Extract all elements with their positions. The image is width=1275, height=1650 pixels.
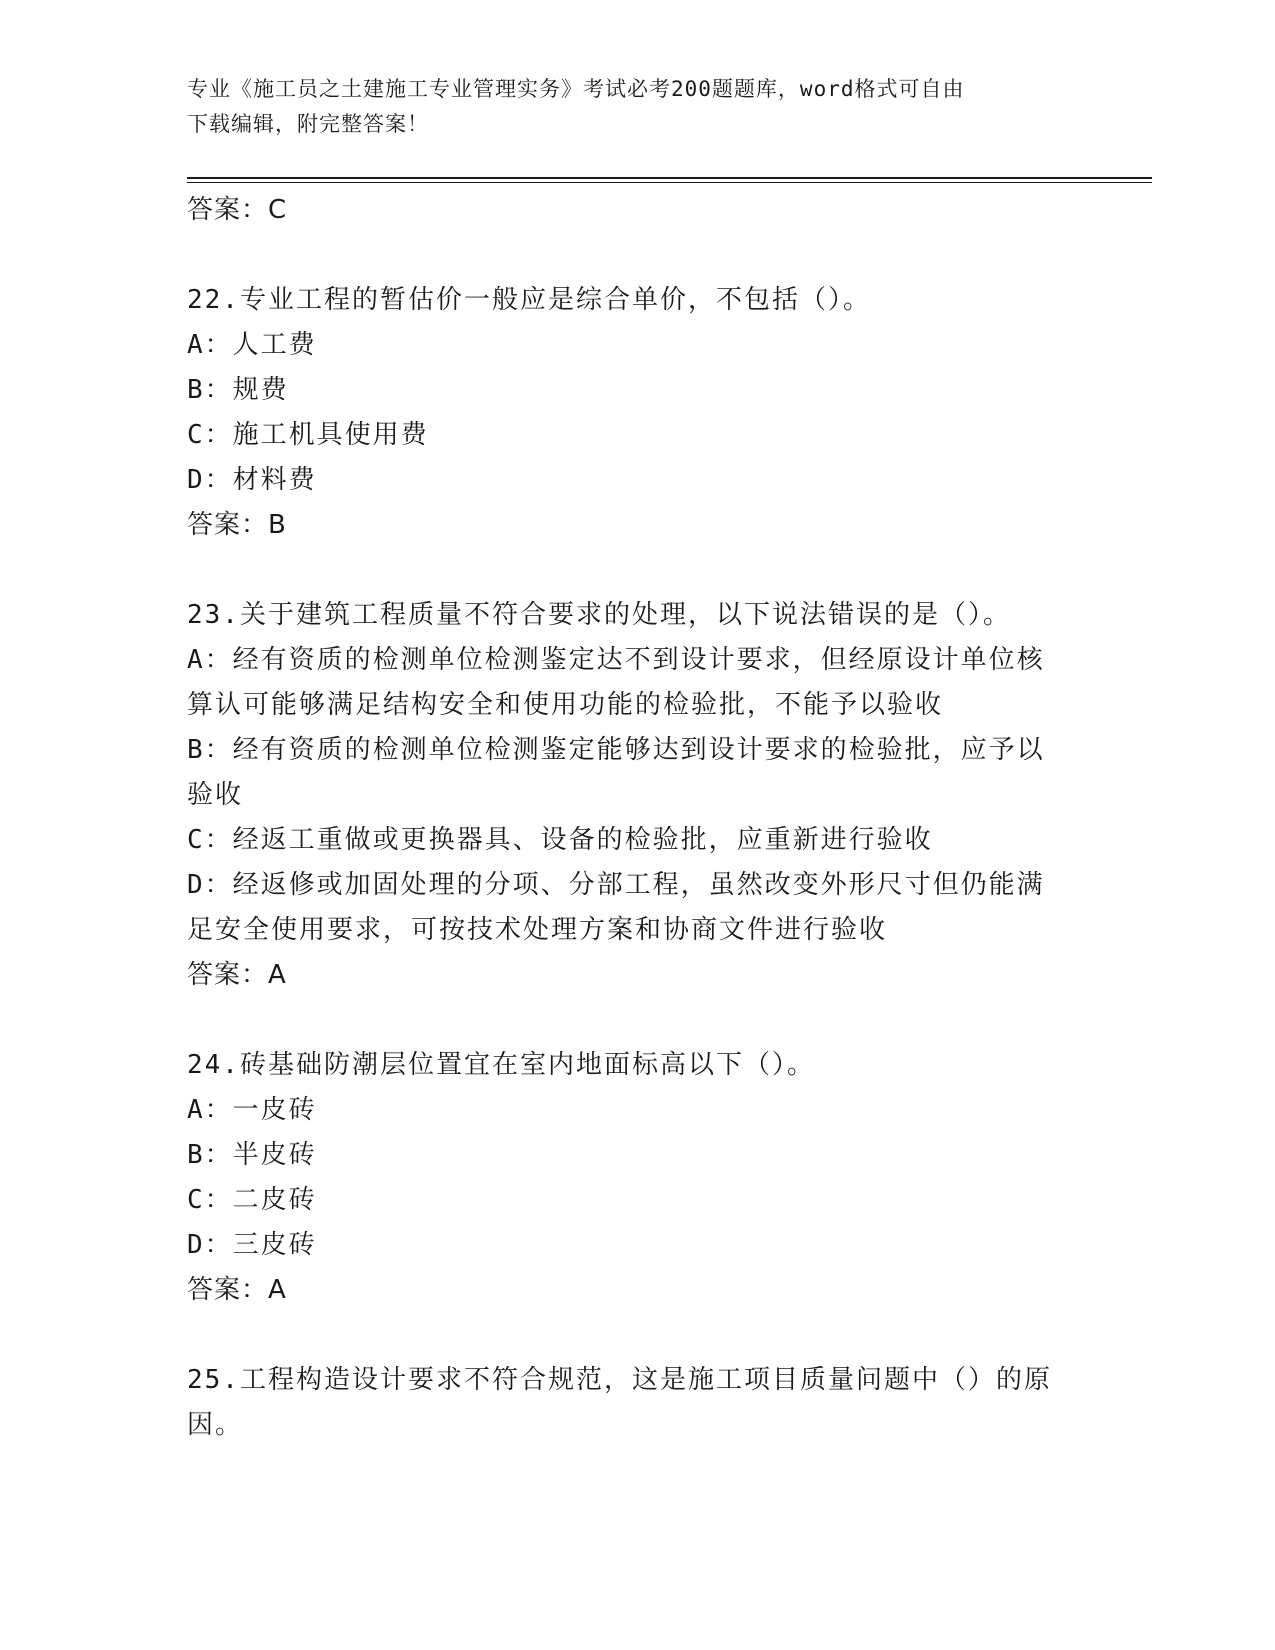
- option-b: B：半皮砖: [187, 1140, 317, 1170]
- question-block: [187, 1043, 1087, 1313]
- option-a: A：经有资质的检测单位检测鉴定达不到设计要求，但经原设计单位核: [187, 645, 1045, 675]
- question-stem: 23.关于建筑工程质量不符合要求的处理，以下说法错误的是（）。: [187, 600, 1011, 630]
- option-d: D：三皮砖: [187, 1230, 317, 1260]
- header-rule-thick: [187, 177, 1152, 179]
- header-line-1: 专业《施工员之土建施工专业管理实务》考试必考200题题库，word格式可自由: [187, 77, 965, 101]
- option-c: C：二皮砖: [187, 1185, 317, 1215]
- question-block: [187, 593, 1087, 998]
- option-c: C：施工机具使用费: [187, 420, 429, 450]
- spacer: [187, 1313, 1087, 1358]
- header-line-2: 下载编辑，附完整答案！: [187, 112, 429, 136]
- answer: 答案：A: [187, 960, 287, 990]
- option-a: A：人工费: [187, 330, 317, 360]
- option-b: B：规费: [187, 375, 289, 405]
- spacer: [187, 998, 1087, 1043]
- option-c: C：经返工重做或更换器具、设备的检验批，应重新进行验收: [187, 825, 933, 855]
- answer: 答案：A: [187, 1275, 287, 1305]
- option-d: D：材料费: [187, 465, 317, 495]
- document-header: [187, 72, 1067, 142]
- option-b: B：经有资质的检测单位检测鉴定能够达到设计要求的检验批，应予以: [187, 735, 1045, 765]
- option-a: A：一皮砖: [187, 1095, 317, 1125]
- question-stem: 22.专业工程的暂估价一般应是综合单价，不包括（）。: [187, 285, 871, 315]
- option-a-continued: 算认可能够满足结构安全和使用功能的检验批，不能予以验收: [187, 690, 944, 720]
- previous-answer: 答案：C: [187, 195, 288, 225]
- question-block: [187, 278, 1087, 548]
- option-d: D：经返修或加固处理的分项、分部工程，虽然改变外形尺寸但仍能满: [187, 870, 1045, 900]
- option-b-continued: 验收: [187, 780, 244, 810]
- answer: 答案：B: [187, 510, 287, 540]
- question-block: [187, 1358, 1087, 1448]
- option-d-continued: 足安全使用要求，可按技术处理方案和协商文件进行验收: [187, 915, 888, 945]
- header-rule-thin: [187, 182, 1152, 183]
- spacer: [187, 233, 1087, 278]
- question-stem: 24.砖基础防潮层位置宜在室内地面标高以下（）。: [187, 1050, 815, 1080]
- question-stem: 25.工程构造设计要求不符合规范，这是施工项目质量问题中（）的原: [187, 1365, 1052, 1395]
- question-content: [187, 188, 1087, 1448]
- spacer: [187, 548, 1087, 593]
- question-stem-continued: 因。: [187, 1410, 244, 1440]
